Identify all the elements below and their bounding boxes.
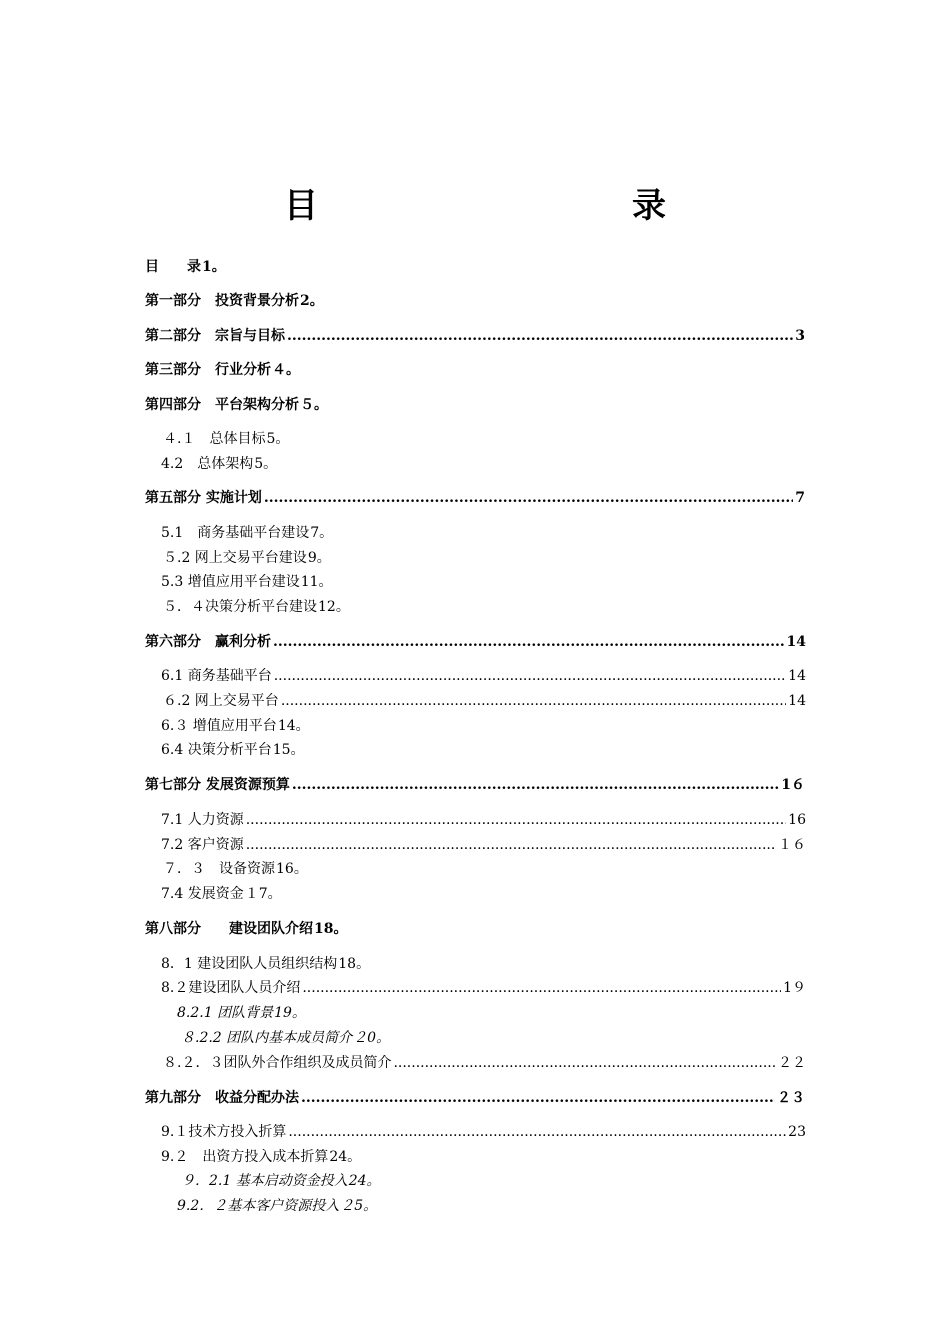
page-title: 目 录 — [284, 186, 748, 226]
toc-leader-dots — [246, 811, 786, 829]
toc-entry-label: 第七部分 发展资源预算 — [145, 777, 290, 793]
toc-entry[interactable] — [145, 489, 805, 507]
toc-entry-label: 8.２建设团队人员介绍 — [161, 980, 301, 996]
toc-entry-label: ５．４决策分析平台建设 — [163, 599, 317, 615]
toc-entry[interactable] — [161, 524, 333, 542]
toc-entry-page: 5。 — [254, 456, 278, 472]
toc-entry-page: 2。 — [300, 293, 324, 309]
toc-entry-label: ９．2.1 基本启动资金投入 — [181, 1173, 348, 1189]
toc-entry[interactable] — [161, 955, 370, 973]
toc-entry-page: 19。 — [274, 1005, 306, 1021]
toc-entry-page: 1。 — [202, 259, 226, 275]
toc-entry-label: 9.２ 出资方投入成本折算 — [161, 1149, 329, 1165]
toc-entry-page: 14 — [786, 634, 806, 650]
toc-leader-dots — [393, 1054, 776, 1072]
toc-entry[interactable] — [145, 920, 347, 938]
toc-entry-label: 第三部分 行业分析 — [145, 362, 271, 378]
toc-entry-page: 18。 — [314, 921, 348, 937]
toc-entry-page: 16。 — [276, 861, 308, 877]
toc-entry-page: 5。 — [266, 431, 290, 447]
toc-entry[interactable] — [177, 1004, 306, 1022]
toc-entry-page: 7。 — [310, 525, 334, 541]
toc-entry-label: 6.３ 增值应用平台 — [161, 718, 277, 734]
toc-entry-page: １7。 — [244, 886, 282, 902]
toc-entry[interactable] — [163, 1054, 806, 1072]
toc-entry-page: 11。 — [300, 574, 333, 590]
toc-entry-label: ７．３ 设备资源 — [163, 861, 275, 877]
toc-leader-dots — [274, 667, 786, 685]
toc-entry[interactable] — [161, 455, 277, 473]
toc-entry[interactable] — [161, 573, 333, 591]
toc-entry[interactable] — [177, 1197, 377, 1215]
toc-entry[interactable] — [161, 885, 282, 903]
toc-entry-page: 9。 — [307, 550, 331, 566]
toc-entry-label: 5.1 商务基础平台建设 — [161, 525, 310, 541]
toc-entry-page: 7 — [795, 490, 805, 506]
toc-entry-page: 3 — [795, 328, 805, 344]
toc-leader-dots — [287, 327, 793, 345]
toc-entry-page: 1９ — [783, 980, 806, 996]
toc-entry-label: 5.3 增值应用平台建设 — [161, 574, 300, 590]
toc-entry[interactable] — [163, 860, 308, 878]
toc-entry-page: 14 — [788, 668, 806, 684]
toc-entry[interactable] — [145, 396, 328, 414]
toc-entry[interactable] — [145, 258, 226, 276]
toc-entry-page: 12。 — [318, 599, 350, 615]
toc-entry-page: 14 — [788, 693, 806, 709]
toc-entry[interactable] — [145, 361, 300, 379]
toc-entry-page: ２0。 — [353, 1030, 391, 1046]
toc-entry-page: ４。 — [272, 362, 300, 378]
toc-entry-label: 7.2 客户资源 — [161, 837, 244, 853]
toc-entry-page: ２３ — [777, 1090, 805, 1106]
toc-entry[interactable] — [145, 327, 805, 345]
toc-entry-label: 4.2 总体架构 — [161, 456, 254, 472]
toc-entry[interactable] — [145, 633, 806, 651]
toc-entry-label: 第六部分 赢利分析 — [145, 634, 271, 650]
toc-entry-label: 6.4 决策分析平台 — [161, 742, 272, 758]
toc-entry-page: 24。 — [348, 1173, 381, 1189]
toc-entry-label: ５.2 网上交易平台建设 — [163, 550, 307, 566]
toc-leader-dots — [292, 776, 779, 794]
toc-entry[interactable] — [161, 741, 305, 759]
toc-entry[interactable] — [145, 1089, 805, 1107]
toc-entry[interactable] — [163, 598, 350, 616]
toc-entry-page: 18。 — [338, 956, 371, 972]
toc-entry-label: 目 录 — [145, 259, 201, 275]
toc-entry[interactable] — [163, 692, 806, 710]
toc-entry-page: ２２ — [778, 1055, 806, 1071]
toc-entry-page: 16 — [788, 812, 806, 828]
toc-entry-label: 第二部分 宗旨与目标 — [145, 328, 285, 344]
toc-entry-label: ８.2.2 团队内基本成员简介 — [181, 1030, 353, 1046]
toc-leader-dots — [264, 489, 793, 507]
toc-entry[interactable] — [161, 667, 806, 685]
toc-leader-dots — [281, 692, 786, 710]
toc-entry-label: 第九部分 收益分配办法 — [145, 1090, 299, 1106]
toc-entry[interactable] — [161, 717, 310, 735]
toc-entry-page: 15。 — [272, 742, 305, 758]
toc-leader-dots — [288, 1123, 786, 1141]
toc-entry-label: 9.１技术方投入折算 — [161, 1124, 287, 1140]
toc-entry[interactable] — [161, 1148, 361, 1166]
toc-leader-dots — [302, 979, 781, 997]
toc-entry-label: 8.2.1 团队背景 — [177, 1005, 274, 1021]
toc-leader-dots — [273, 633, 785, 651]
toc-entry-page: １６ — [778, 837, 806, 853]
toc-entry[interactable] — [181, 1029, 390, 1047]
toc-entry-page: ５。 — [300, 397, 328, 413]
toc-leader-dots — [301, 1089, 775, 1107]
toc-leader-dots — [246, 836, 776, 854]
toc-entry-page: 24。 — [329, 1149, 362, 1165]
toc-entry[interactable] — [163, 549, 331, 567]
toc-entry-label: 第四部分 平台架构分析 — [145, 397, 299, 413]
toc-entry[interactable] — [161, 1123, 806, 1141]
toc-entry[interactable] — [163, 430, 289, 448]
toc-entry[interactable] — [161, 979, 806, 997]
toc-entry-page: 23 — [788, 1124, 806, 1140]
toc-entry-label: 第一部分 投资背景分析 — [145, 293, 299, 309]
toc-entry-page: ２5。 — [340, 1198, 378, 1214]
toc-entry[interactable] — [161, 836, 806, 854]
toc-entry-label: ４.１ 总体目标 — [163, 431, 266, 447]
toc-entry-page: 1６ — [781, 777, 805, 793]
toc-entry-label: ８.２．３团队外合作组织及成员简介 — [163, 1055, 392, 1071]
toc-entry-label: 6.1 商务基础平台 — [161, 668, 272, 684]
toc-entry[interactable] — [161, 811, 806, 829]
toc-entry[interactable] — [181, 1172, 381, 1190]
toc-entry-label: 9.2．２基本客户资源投入 — [177, 1198, 340, 1214]
toc-entry-label: 第五部分 实施计划 — [145, 490, 262, 506]
toc-entry-label: 7.4 发展资金 — [161, 886, 244, 902]
toc-entry-label: 8．1 建设团队人员组织结构 — [161, 956, 338, 972]
toc-entry-label: 7.1 人力资源 — [161, 812, 244, 828]
toc-entry[interactable] — [145, 292, 324, 310]
toc-entry-label: ６.2 网上交易平台 — [163, 693, 279, 709]
toc-entry-label: 第八部分 建设团队介绍 — [145, 921, 313, 937]
toc-entry[interactable] — [145, 776, 805, 794]
toc-entry-page: 14。 — [277, 718, 310, 734]
